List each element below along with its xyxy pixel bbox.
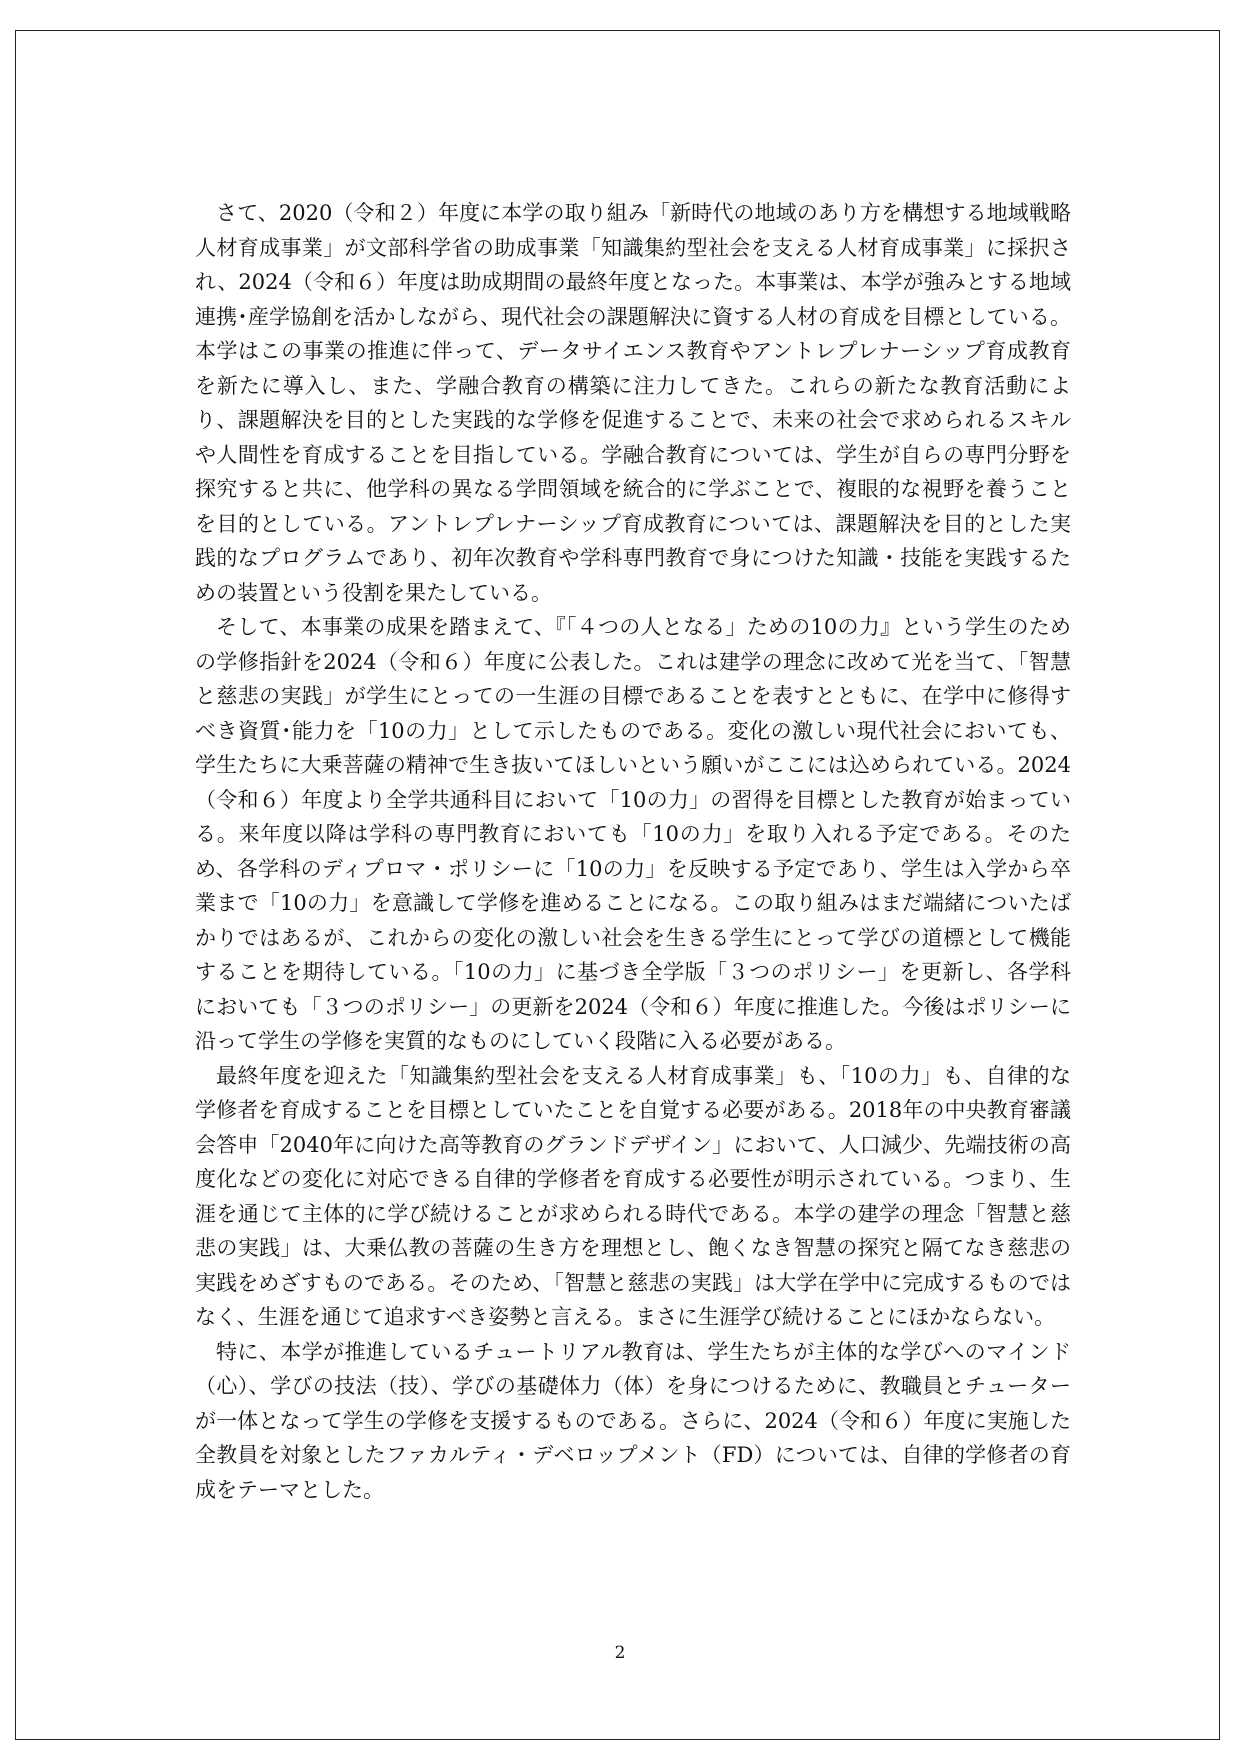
paragraph: さて、2020（令和２）年度に本学の取り組み「新時代の地域のあり方を構想する地域戦略人材育成事業」が文部科学省の助成事業「知識集約型社会を支える人材育成事業」に採択され、2024（令和６）年度は助成期間の最終年度となった。本事業は、本学が強みとする地域連携･産学協創を活かしながら、現代社会の課題解決に資する人材の育成を目標としている。本学はこの事業の推進に伴って、データサイエンス教育やアントレプレナーシップ育成教育を新たに導入し、また、学融合教育の構築に注力してきた。これらの新たな教育活動により、課題解決を目的とした実践的な学修を促進することで、未来の社会で求められるスキルや人間性を育成することを目指している。学融合教育については、学生が自らの専門分野を探究すると共に、他学科の異なる学問領域を統合的に学ぶことで、複眼的な視野を養うことを目的としている。アントレプレナーシップ育成教育については、課題解決を目的とした実践的なプログラムであり、初年次教育や学科専門教育で身につけた知識・技能を実践するための装置という役割を果たしている。 (195, 201, 1071, 605)
paragraph: そして、本事業の成果を踏まえて、『「４つの人となる」ための10の力』という学生のための学修指針を2024（令和６）年度に公表した。これは建学の理念に改めて光を当て、「智慧と慈悲の実践」が学生にとっての一生涯の目標であることを表すとともに、在学中に修得すべき資質･能力を「10の力」として示したものである。変化の激しい現代社会においても、学生たちに大乗菩薩の精神で生き抜いてほしいという願いがここには込められている。2024（令和６）年度より全学共通科目において「10の力」の習得を目標とした教育が始まっている。来年度以降は学科の専門教育においても「10の力」を取り入れる予定である。そのため、各学科のディプロマ・ポリシーに「10の力」を反映する予定であり、学生は入学から卒業まで「10の力」を意識して学修を進めることになる。この取り組みはまだ端緒についたばかりではあるが、これからの変化の激しい社会を生きる学生にとって学びの道標として機能することを期待している。「10の力」に基づき全学版「３つのポリシー」を更新し、各学科においても「３つのポリシー」の更新を2024（令和６）年度に推進した。今後はポリシーに沿って学生の学修を実質的なものにしていく段階に入る必要がある。 (195, 615, 1071, 1053)
page-number: 2 (614, 1643, 626, 1663)
document-body (195, 196, 1071, 1507)
paragraph: 特に、本学が推進しているチュートリアル教育は、学生たちが主体的な学びへのマインド（心）、学びの技法（技）、学びの基礎体力（体）を身につけるために、教職員とチューターが一体となって学生の学修を支援するものである。さらに、2024（令和６）年度に実施した全教員を対象としたファカルティ・デベロップメント（FD）については、自律的学修者の育成をテーマとした。 (195, 1339, 1071, 1502)
paragraph: 最終年度を迎えた「知識集約型社会を支える人材育成事業」も、「10の力」も、自律的な学修者を育成することを目標としていたことを自覚する必要がある。2018年の中央教育審議会答申「2040年に向けた高等教育のグランドデザイン」において、人口減少、先端技術の高度化などの変化に対応できる自律的学修者を育成する必要性が明示されている。つまり、生涯を通じて主体的に学び続けることが求められる時代である。本学の建学の理念「智慧と慈悲の実践」は、大乗仏教の菩薩の生き方を理想とし、飽くなき智慧の探究と隔てなき慈悲の実践をめざすものである。そのため、「智慧と慈悲の実践」は大学在学中に完成するものではなく、生涯を通じて追求すべき姿勢と言える。まさに生涯学び続けることにほかならない。 (195, 1063, 1071, 1329)
